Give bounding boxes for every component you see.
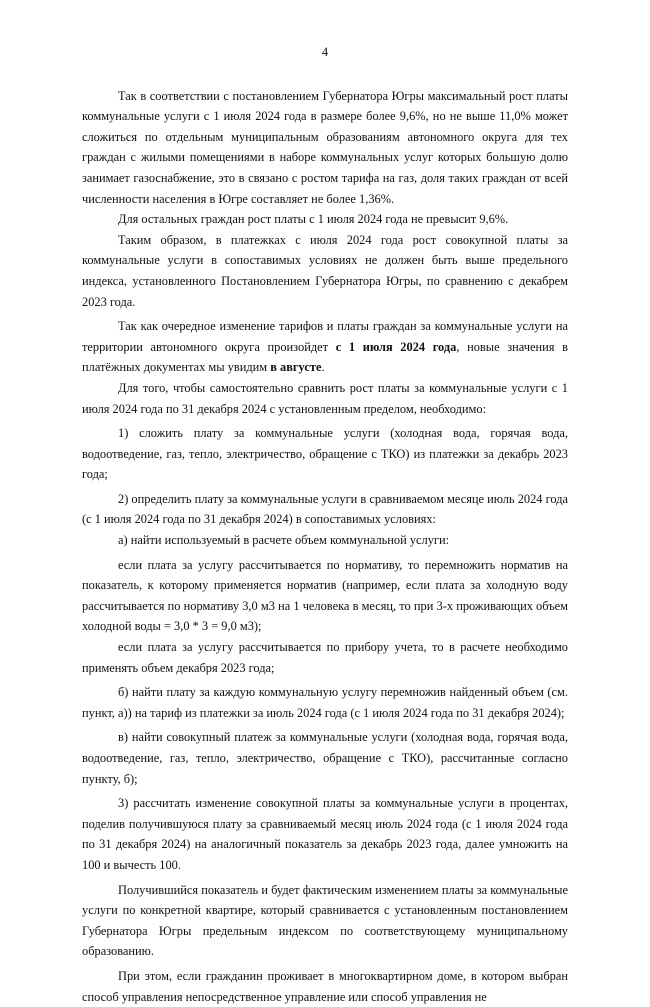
paragraph-step-2c: в) найти совокупный платеж за коммунальные услуги (холодная вода, горячая вода, водоотведение, газ, тепло, электричество, обращение с ТКО), рассчитанные согласно пункту, б);: [82, 730, 568, 786]
paragraph-step-2a-meter: если плата за услугу рассчитывается по прибору учета, то в расчете необходимо применять объем декабря 2023 года;: [82, 640, 568, 675]
paragraph-result: Получившийся показатель и будет фактическим изменением платы за коммунальные услуги по конкретной квартире, который сравнивается с установленным постановлением Губернатора Югры предельным индексом по соответствующему муниципальному образованию.: [82, 882, 568, 959]
paragraph-step-2a-norm: если плата за услугу рассчитывается по нормативу, то перемножить норматив на показатель, к которому применяется норматив (например, если плата за холодную воду рассчитывается по нормативу 3,0 м3 на 1 человека в месяц, то при 3-х проживающих объем холодной воды = 3,0 * 3 = 9,0 м3);: [82, 557, 568, 634]
paragraph-tariff-month: в августе: [270, 360, 322, 375]
paragraph-step-2b: б) найти плату за каждую коммунальную услугу перемножив найденный объем (см. пункт, а)) на тариф из платежки за июль 2024 года (с 1 июля 2024 года по 31 декабря 2024);: [82, 685, 568, 720]
paragraph-max-growth: Так в соответствии с постановлением Губернатора Югры максимальный рост платы коммунальные услуги с 1 июля 2024 года в размере более 9,6%, но не выше 11,0% может сложиться по отдельным муниципальным образованиям автономного округа для тех граждан с жилыми помещениями в наборе коммунальных услуг которых большую долю занимает газоснабжение, это в связано с ростом тарифа на газ, доля таких граждан от всей численности населения в Югре составляет не более 1,36%.: [82, 88, 568, 206]
paragraph-tariff-text-1: Так как очередное изменение тарифов и платы граждан за коммунальные услуги на территории автономного округа произойдет: [82, 319, 568, 354]
paragraph-how-to-compare: Для того, чтобы самостоятельно сравнить рост платы за коммунальные услуги с 1 июля 2024 года по 31 декабря 2024 с установленным пределом, необходимо:: [82, 380, 568, 416]
page-number: 4: [321, 45, 329, 59]
paragraph-tariff-change: [82, 316, 568, 378]
paragraph-step-1: 1) сложить плату за коммунальные услуги (холодная вода, горячая вода, водоотведение, газ, тепло, электричество, обращение с ТКО) из платежки за декабрь 2023 года;: [82, 426, 568, 482]
paragraph-step-2: 2) определить плату за коммунальные услуги в сравниваемом месяце июль 2024 года (с 1 июля 2024 года по 31 декабря 2024) в сопоставимых условиях:: [82, 491, 568, 527]
paragraph-tariff-date: с 1 июля 2024 года: [335, 339, 457, 354]
paragraph-step-3: 3) рассчитать изменение совокупной платы за коммунальные услуги в процентах, поделив получившуюся плату за сравниваемый месяц июль 2024 года (с 1 июля 2024 года по 31 декабря 2024) на аналогичный показатель за декабрь 2023 года, далее умножить на 100 и вычесть 100.: [82, 796, 568, 872]
paragraph-tariff-text-3: .: [321, 360, 325, 375]
paragraph-step-2a: а) найти используемый в расчете объем коммунальной услуги:: [118, 533, 450, 548]
paragraph-tariff-text-2: , новые значения в платёжных документах мы увидим: [82, 339, 568, 375]
paragraph-other-citizens: Для остальных граждан рост платы с 1 июля 2024 года не превысит 9,6%.: [118, 212, 509, 227]
paragraph-management-method: При этом, если гражданин проживает в многоквартирном доме, в котором выбран способ управления непосредственное управление или способ управления не: [82, 968, 568, 1004]
paragraph-conclusion: Таким образом, в платежках с июля 2024 года рост совокупной платы за коммунальные услуги в сопоставимых условиях не должен быть выше предельного индекса, установленного Постановлением Губернатора Югры, по сравнению с декабрем 2023 года.: [82, 232, 568, 309]
